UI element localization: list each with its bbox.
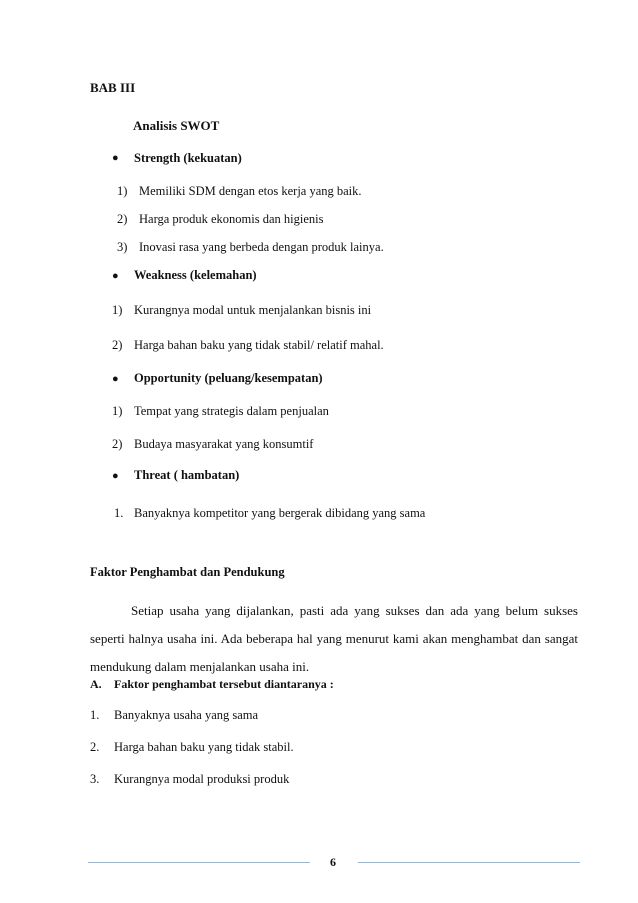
- weakness-heading: Weakness (kelemahan): [134, 268, 257, 282]
- list-item-number: 2): [112, 338, 123, 352]
- list-item-number: 2): [117, 212, 128, 226]
- faktor-paragraph: Setiap usaha yang dijalankan, pasti ada yang sukses dan ada yang belum sukses seperti halnya usaha ini. Ada beberapa hal yang menurut kami akan menghambat dan sangat mendukung dalam menjalankan usaha ini.: [90, 603, 578, 674]
- sub-heading: Faktor penghambat tersebut diantaranya :: [114, 677, 334, 691]
- list-item-number: 3): [117, 240, 128, 254]
- list-item: Harga produk ekonomis dan higienis: [139, 212, 324, 226]
- bullet-icon: ●: [112, 373, 119, 385]
- sub-heading-label: A.: [90, 677, 102, 691]
- bullet-icon: ●: [112, 270, 119, 282]
- threat-heading: Threat ( hambatan): [134, 468, 240, 482]
- bullet-icon: ●: [112, 470, 119, 482]
- strength-heading: Strength (kekuatan): [134, 151, 242, 165]
- list-item: Banyaknya usaha yang sama: [114, 708, 259, 722]
- list-item-number: 1): [112, 303, 123, 317]
- list-item-number: 1): [117, 184, 128, 198]
- list-item: Harga bahan baku yang tidak stabil/ relatif mahal.: [134, 338, 384, 352]
- list-item-number: 2): [112, 437, 123, 451]
- faktor-heading: Faktor Penghambat dan Pendukung: [90, 565, 285, 579]
- list-item: Harga bahan baku yang tidak stabil.: [114, 740, 294, 754]
- list-item-number: 1): [112, 404, 123, 418]
- list-item-number: 2.: [90, 740, 100, 754]
- list-item: Budaya masyarakat yang konsumtif: [134, 437, 314, 451]
- list-item: Kurangnya modal produksi produk: [114, 772, 290, 786]
- section-title: Analisis SWOT: [133, 118, 220, 133]
- list-item: Inovasi rasa yang berbeda dengan produk lainya.: [139, 240, 384, 254]
- footer-divider-right: [358, 862, 580, 863]
- list-item: Tempat yang strategis dalam penjualan: [134, 404, 329, 418]
- list-item-number: 1.: [114, 506, 124, 520]
- list-item: Memiliki SDM dengan etos kerja yang baik.: [139, 184, 362, 198]
- list-item-number: 3.: [90, 772, 100, 786]
- opportunity-heading: Opportunity (peluang/kesempatan): [134, 371, 323, 385]
- list-item: Banyaknya kompetitor yang bergerak dibidang yang sama: [134, 506, 426, 520]
- page-number: 6: [330, 855, 336, 869]
- list-item: Kurangnya modal untuk menjalankan bisnis ini: [134, 303, 372, 317]
- chapter-title: BAB III: [90, 80, 136, 95]
- list-item-number: 1.: [90, 708, 100, 722]
- bullet-icon: ●: [112, 152, 119, 164]
- footer-divider-left: [88, 862, 310, 863]
